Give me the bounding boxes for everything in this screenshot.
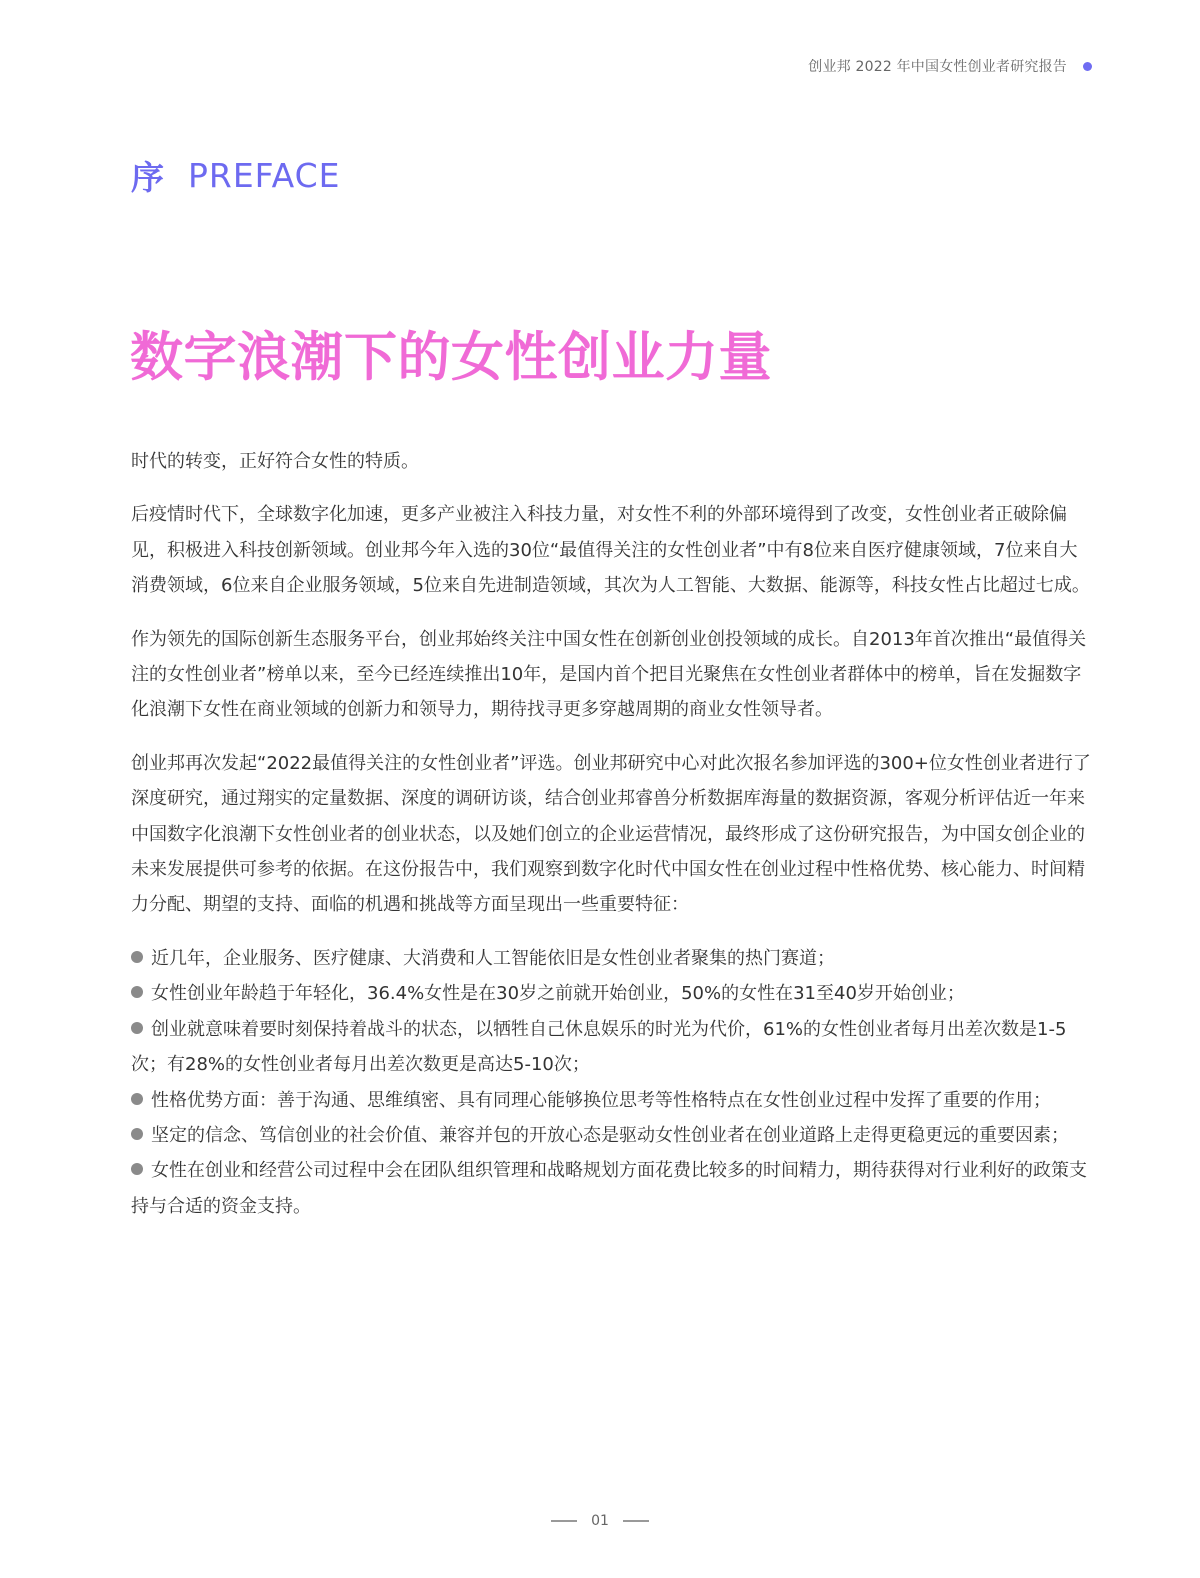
bullet-icon: [131, 951, 143, 963]
list-item: [131, 1083, 1091, 1118]
header-dot-icon: [1083, 62, 1092, 71]
list-item-text: 女性创业年龄趋于年轻化，36.4%女性是在30岁之前就开始创业，50%的女性在31至40岁开始创业；: [151, 983, 965, 1005]
page-header: [808, 54, 1092, 78]
section-label-en: PREFACE: [188, 155, 341, 195]
page-footer: [0, 1509, 1200, 1533]
bullet-icon: [131, 1163, 143, 1175]
page-title: 数字浪潮下的女性创业力量: [130, 327, 772, 388]
list-item: [131, 1012, 1091, 1083]
bullet-icon: [131, 1022, 143, 1034]
section-label-cn: 序: [131, 157, 164, 197]
list-item-text: 创业就意味着要时刻保持着战斗的状态，以牺牲自己休息娱乐的时光为代价，61%的女性创业者每月出差次数是1-5次；有28%的女性创业者每月出差次数更是高达5-10次；: [131, 1018, 1067, 1076]
paragraph: 后疫情时代下，全球数字化加速，更多产业被注入科技力量，对女性不利的外部环境得到了改变，女性创业者正破除偏见，积极进入科技创新领域。创业邦今年入选的30位“最值得关注的女性创业者”中有8位来自医疗健康领域，7位来自大消费领域，6位来自企业服务领域，5位来自先进制造领域，其次为人工智能、大数据、能源等，科技女性占比超过七成。: [131, 504, 1090, 597]
list-item-text: 性格优势方面：善于沟通、思维缜密、具有同理心能够换位思考等性格特点在女性创业过程中发挥了重要的作用；: [151, 1089, 1051, 1111]
page-number: 01: [591, 1513, 609, 1529]
list-item: [131, 1153, 1091, 1224]
footer-divider-right: [623, 1520, 649, 1522]
paragraph: 创业邦再次发起“2022最值得关注的女性创业者”评选。创业邦研究中心对此次报名参加评选的300+位女性创业者进行了深度研究，通过翔实的定量数据、深度的调研访谈，结合创业邦睿兽分析数据库海量的数据资源，客观分析评估近一年来中国数字化浪潮下女性创业者的创业状态，以及她们创立的企业运营情况，最终形成了这份研究报告，为中国女创企业的未来发展提供可参考的依据。在这份报告中，我们观察到数字化时代中国女性在创业过程中性格优势、核心能力、时间精力分配、期望的支持、面临的机遇和挑战等方面呈现出一些重要特征：: [131, 752, 1091, 916]
report-title: 创业邦 2022 年中国女性创业者研究报告: [808, 59, 1067, 75]
list-item-text: 坚定的信念、笃信创业的社会价值、兼容并包的开放心态是驱动女性创业者在创业道路上走得更稳更远的重要因素；: [151, 1124, 1069, 1146]
paragraph: 时代的转变，正好符合女性的特质。: [131, 451, 419, 472]
list-item-text: 近几年，企业服务、医疗健康、大消费和人工智能依旧是女性创业者聚集的热门赛道；: [151, 947, 835, 969]
bullet-icon: [131, 1128, 143, 1140]
body-content: [131, 444, 1091, 1224]
key-findings-list: [131, 941, 1091, 1224]
bullet-icon: [131, 1093, 143, 1105]
list-item-text: 女性在创业和经营公司过程中会在团队组织管理和战略规划方面花费比较多的时间精力，期待获得对行业利好的政策支持与合适的资金支持。: [131, 1160, 1087, 1217]
list-item: [131, 976, 1091, 1011]
footer-divider-left: [551, 1520, 577, 1522]
list-item: [131, 941, 1091, 976]
bullet-icon: [131, 986, 143, 998]
list-item: [131, 1118, 1091, 1153]
paragraph: 作为领先的国际创新生态服务平台，创业邦始终关注中国女性在创新创业创投领域的成长。自2013年首次推出“最值得关注的女性创业者”榜单以来，至今已经连续推出10年，是国内首个把目光聚焦在女性创业者群体中的榜单，旨在发掘数字化浪潮下女性在商业领域的创新力和领导力，期待找寻更多穿越周期的商业女性领导者。: [131, 628, 1087, 721]
section-label: [131, 150, 341, 200]
